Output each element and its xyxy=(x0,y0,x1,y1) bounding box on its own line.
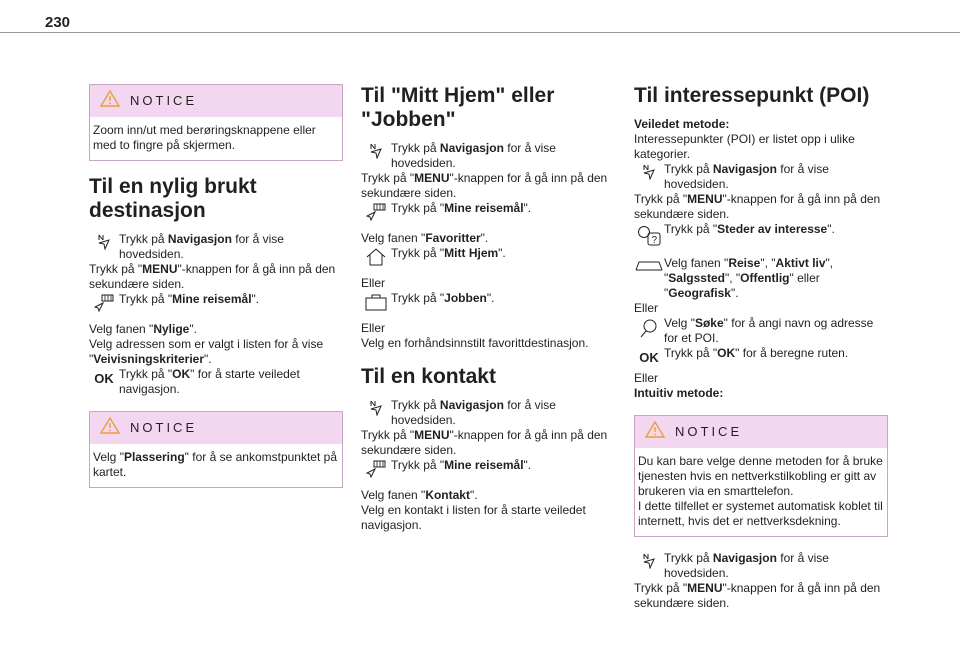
notice-box xyxy=(89,411,343,488)
navigation-icon xyxy=(634,162,664,180)
notice-title: NOTICE xyxy=(675,424,743,439)
column-3: Til interessepunkt (POI) Veiledet metode: Interessepunkter (POI) er listet opp i ulike kategorier. Trykk på Navigasjon for å vise hovedsiden. Trykk på "MENU"-knappen for å gå inn på den sekundære siden. ? Trykk på "Steder av interesse". Velg fanen "Reise", "Aktivt liv", "Salgssted", "Offentlig" eller "Geografisk". Eller Velg "Søke" for å angi navn og adresse for et POI. OK Trykk på "OK" for å beregne ruten. Eller Intuitiv metode: NOTICE Du kan bare velge denne metoden for å bruke tjenesten hvis en nettverkstilkobling er gitt av brukeren via en smarttelefon. I dette tilfellet er systemet automatisk koblet til internett, hvis det er nettverksdekning. Trykk på Navigasjon for å vise hovedsiden. Trykk på "MENU"-knappen for å gå inn på den sekundære siden. xyxy=(634,84,888,611)
or-text: Eller xyxy=(634,371,659,385)
notice-text: I dette tilfellet er systemet automatisk koblet til internett, hvis det er nettverksdekning. xyxy=(638,499,883,528)
column-2: Til "Mitt Hjem" eller "Jobben" Trykk på Navigasjon for å vise hovedsiden. Trykk på "MENU"-knappen for å gå inn på den sekundære siden. Trykk på "Mine reisemål". Velg fanen "Favoritter". Trykk på "Mitt Hjem". Eller Trykk på "Jobben". Eller Velg en forhåndsinnstilt favorittdestinasjon. Til en kontakt Trykk på Navigasjon for å vise hovedsiden. Trykk på "MENU"-knappen for å gå inn på den sekundære siden. Trykk på "Mine reisemål". Velg fanen "Kontakt". Velg en kontakt i listen for å starte veiledet navigasjon. xyxy=(361,84,615,533)
notice-text: Zoom inn/ut med berøringsknappene eller med to fingre på skjermen. xyxy=(93,123,316,152)
navigation-icon xyxy=(89,232,119,250)
navigation-icon xyxy=(634,551,664,569)
warning-icon xyxy=(645,421,665,442)
notice-title: NOTICE xyxy=(130,93,198,108)
tab-icon xyxy=(634,256,664,272)
destination-flag-icon xyxy=(89,292,119,312)
destination-flag-icon xyxy=(361,458,391,478)
notice-text: Du kan bare velge denne metoden for å bruke tjenesten hvis en nettverkstilkobling er gitt av brukeren via en smarttelefon. xyxy=(638,454,883,498)
or-text: Eller xyxy=(361,321,386,335)
warning-icon xyxy=(100,90,120,111)
search-icon xyxy=(634,316,664,338)
section-heading: Til en nylig brukt destinasjon xyxy=(89,175,257,222)
notice-text: Velg "Plassering" for å se ankomstpunktet på kartet. xyxy=(93,450,337,479)
method-label: Veiledet metode: xyxy=(634,117,730,131)
notice-box xyxy=(89,84,343,161)
home-icon xyxy=(361,246,391,266)
section-heading: Til "Mitt Hjem" eller "Jobben" xyxy=(361,84,555,131)
briefcase-icon xyxy=(361,291,391,311)
or-text: Eller xyxy=(634,301,659,315)
poi-search-icon xyxy=(634,222,664,246)
section-heading: Til en kontakt xyxy=(361,365,496,388)
column-1: NOTICE Zoom inn/ut med berøringsknappene eller med to fingre på skjermen. Til en nylig brukt destinasjon Trykk på Navigasjon for å vise hovedsiden. Trykk på "MENU"-knappen for å gå inn på den sekundære siden. Trykk på "Mine reisemål". Velg fanen "Nylige". Velg adressen som er valgt i listen for å vise "Veivisningskriterier". OK Trykk på "OK" for å starte veiledet navigasjon. NOTICE Velg "Plassering" for å se ankomstpunktet på kartet. xyxy=(89,84,343,488)
ok-label-icon: OK xyxy=(94,371,114,386)
method-label: Intuitiv metode: xyxy=(634,386,724,400)
or-text: Eller xyxy=(361,276,386,290)
section-heading: Til interessepunkt (POI) xyxy=(634,84,870,107)
notice-box xyxy=(634,415,888,537)
warning-icon xyxy=(100,417,120,438)
notice-title: NOTICE xyxy=(130,420,198,435)
navigation-icon xyxy=(361,398,391,416)
destination-flag-icon xyxy=(361,201,391,221)
navigation-icon xyxy=(361,141,391,159)
page-number: 230 xyxy=(45,14,71,31)
ok-label-icon: OK xyxy=(639,350,659,365)
svg-text:?: ? xyxy=(651,235,658,246)
header-rule xyxy=(0,32,960,33)
